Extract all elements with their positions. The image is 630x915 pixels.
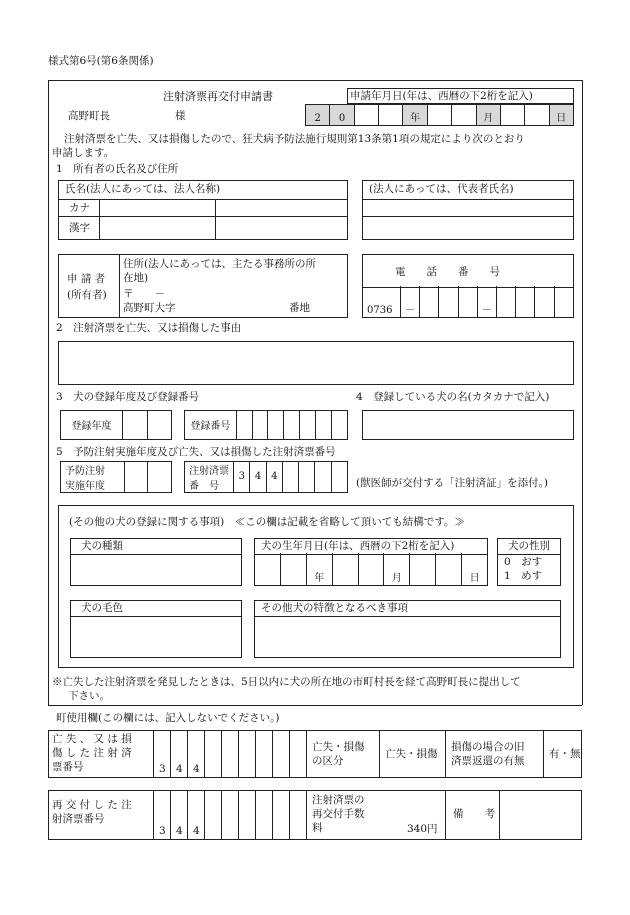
vaccination-year-field[interactable] [60, 461, 172, 493]
section3-heading: 3 犬の登録年度及び登録番号 [56, 391, 200, 403]
dog-sex-box[interactable] [497, 538, 561, 586]
reissue-tag-digit: 4 [176, 825, 183, 837]
town-label: 高野町大字 [123, 302, 176, 314]
date-prefix-cell: 0 [330, 105, 354, 125]
birth-month-cell[interactable] [359, 553, 385, 585]
old-tag-return-value: 有・無 [549, 748, 581, 760]
birth-year-cell[interactable] [255, 553, 281, 585]
phone-label: 電 話 番 号 [395, 266, 500, 278]
reissue-tag-digit: 4 [193, 825, 200, 837]
tag-number-label-2: 番 号 [189, 480, 219, 492]
old-tag-return-label-1: 損傷の場合の旧 [451, 741, 525, 753]
loss-category-label-1: 亡失・損傷 [312, 741, 365, 753]
phone-dash: － [401, 286, 420, 317]
phone-digit[interactable] [439, 286, 458, 317]
applicant-label: 申 請 者 [67, 273, 106, 285]
phone-digit[interactable] [535, 286, 554, 317]
loss-category-label-2: の区分 [312, 755, 344, 767]
birth-day-cell[interactable] [436, 553, 462, 585]
banchi-label: 番地 [289, 302, 310, 314]
old-tag-return-label-2: 済票返還の有無 [451, 755, 525, 767]
section1-heading: 1 所有者の氏名及び住所 [56, 163, 179, 175]
address-field[interactable] [120, 286, 347, 316]
dog-coat-label: 犬の毛色 [81, 602, 123, 614]
registration-number-cell[interactable] [268, 411, 284, 439]
dog-features-box [254, 600, 561, 658]
dog-coat-box [70, 600, 242, 658]
registration-number-cell[interactable] [332, 411, 347, 439]
date-day-cell[interactable] [501, 105, 525, 125]
registration-number-label: 登録番号 [185, 411, 237, 439]
phone-dash: － [478, 286, 497, 317]
intro-line1: 注射済票を亡失、又は損傷したので、狂犬病予防法施行規則第13条第1項の規定により次のとおり [64, 133, 525, 145]
address-box [58, 254, 348, 318]
lost-tag-label-3: 票番号 [52, 761, 84, 773]
vaccination-year-cell[interactable] [148, 462, 171, 492]
reissue-fee-label-1: 注射済票の [312, 794, 365, 806]
dog-name-field[interactable] [362, 410, 574, 440]
section2-heading: 2 注射済票を亡失、又は損傷した事由 [56, 322, 242, 334]
form-number: 様式第6号(第6条関係) [48, 55, 154, 67]
tag-digit-cell[interactable] [315, 462, 331, 492]
kanji-label: 漢字 [69, 222, 90, 234]
intro-line2: 申請します。 [52, 147, 115, 159]
section4-heading: 4 登録している犬の名(カタカナで記入) [356, 391, 550, 403]
representative-kana-field[interactable] [364, 200, 572, 215]
date-label-box [347, 88, 574, 104]
dog-birth-field[interactable] [254, 553, 488, 586]
office-use-heading: 町使用欄(この欄には、記入しないでください。) [56, 712, 280, 724]
lost-tag-digit: 4 [193, 763, 200, 775]
office-lost-row [48, 730, 582, 778]
tag-number-label [185, 462, 234, 492]
date-prefix-cell: 2 [306, 105, 330, 125]
reissue-fee-value: 340円 [407, 823, 438, 835]
lost-tag-label-1: 亡 失 、 又 は 損 [52, 733, 132, 745]
lost-tag-label-2: 傷 し た 注 射 済 [52, 747, 132, 759]
tag-digit: 3 [234, 462, 250, 492]
phone-digit[interactable] [516, 286, 535, 317]
birth-month-label: 月 [384, 553, 410, 585]
form-title: 注射済票再交付申請書 [163, 90, 273, 103]
dog-coat-field[interactable] [72, 617, 240, 657]
footnote-line1: ※亡失した注射済票を発見したときは、5日以内に犬の所在地の市町村長を経て高野町長に提出して [52, 676, 521, 688]
dog-breed-label: 犬の種類 [81, 540, 123, 552]
certificate-note: (獣医師が交付する「注射済証」を添付。) [356, 477, 548, 489]
phone-digit[interactable] [459, 286, 478, 317]
representative-label: (法人にあっては、代表者氏名) [369, 183, 514, 195]
date-month-cell[interactable] [428, 105, 452, 125]
registration-number-cell[interactable] [237, 411, 253, 439]
vaccination-year-label-2: 実施年度 [65, 480, 105, 492]
date-label: 申請年月日(年は、西暦の下2桁を記入) [350, 90, 533, 102]
other-dog-heading: (その他の犬の登録に関する事項) ≪この欄は記載を省略して頂いても結構です。≫ [69, 516, 465, 528]
date-year-cell[interactable] [379, 105, 403, 125]
reason-field[interactable] [58, 341, 574, 385]
kana-label: カナ [69, 202, 90, 214]
reissue-fee-label-3: 料 [312, 822, 323, 834]
reissue-fee-label-2: 再交付手数 [312, 808, 365, 820]
registration-number-cell[interactable] [284, 411, 300, 439]
tag-digit: 4 [267, 462, 283, 492]
dog-breed-field[interactable] [72, 555, 240, 585]
registration-number-field[interactable] [184, 410, 348, 440]
phone-digit[interactable] [420, 286, 439, 317]
date-year-label: 年 [403, 105, 427, 125]
addressee: 高野町長 [68, 110, 110, 122]
lost-tag-digit: 4 [176, 763, 183, 775]
remarks-label: 備 考 [453, 808, 495, 820]
reissue-tag-label-2: 射済票番号 [52, 813, 105, 825]
application-date-field[interactable] [305, 104, 574, 126]
registration-year-field[interactable] [60, 410, 172, 440]
date-day-label: 日 [550, 105, 573, 125]
section5-heading: 5 予防注射実施年度及び亡失、又は損傷した注射済票番号 [56, 446, 336, 458]
registration-number-cell[interactable] [316, 411, 332, 439]
phone-digit[interactable] [497, 286, 516, 317]
dog-features-label: その他犬の特徴となるべき事項 [261, 602, 408, 614]
owner-name-kanji-field[interactable] [100, 217, 346, 240]
tag-number-label-1: 注射済票 [189, 465, 229, 477]
vaccination-year-cell[interactable] [125, 462, 149, 492]
phone-number-field[interactable] [362, 286, 574, 318]
birth-day-label: 日 [469, 573, 480, 584]
address-label-2: 在地) [123, 272, 149, 284]
dog-birth-label: 犬の生年月日(年は、西暦の下2桁を記入) [261, 540, 455, 552]
registration-number-cell[interactable] [300, 411, 316, 439]
postal-code: 〒 － [123, 288, 165, 300]
tag-number-field[interactable] [184, 461, 348, 493]
registration-number-cell[interactable] [253, 411, 269, 439]
office-reissue-row [48, 790, 582, 840]
registration-year-cell[interactable] [123, 411, 147, 439]
registration-year-label: 登録年度 [61, 411, 123, 439]
date-day-cell[interactable] [525, 105, 549, 125]
owner-name-kana-field[interactable] [100, 200, 346, 215]
phone-digit[interactable] [555, 286, 573, 317]
phone-prefix: 0736 [363, 286, 401, 317]
dog-sex-label: 犬の性別 [508, 540, 550, 552]
representative-kanji-field[interactable] [364, 217, 572, 240]
registration-year-cell[interactable] [148, 411, 171, 439]
address-label-1: 住所(法人にあっては、主たる事務所の所 [123, 258, 316, 270]
lost-tag-digit: 3 [159, 763, 166, 775]
dog-breed-box [70, 538, 242, 586]
owner-name-label: 氏名(法人にあっては、法人名称) [65, 183, 221, 195]
birth-year-cell[interactable] [281, 553, 307, 585]
vaccination-year-label [61, 462, 125, 492]
dog-sex-female[interactable]: 1 めす [504, 570, 543, 582]
tag-digit: 4 [250, 462, 266, 492]
representative-box [362, 180, 574, 240]
owner-label: (所有者) [67, 289, 107, 301]
date-month-cell[interactable] [452, 105, 476, 125]
dog-sex-male[interactable]: 0 おす [504, 556, 543, 568]
loss-category-value: 亡失・損傷 [385, 748, 438, 760]
dog-features-field[interactable] [256, 617, 559, 657]
tag-digit-cell[interactable] [283, 462, 299, 492]
date-month-label: 月 [477, 105, 501, 125]
vaccination-year-label-1: 予防注射 [65, 465, 105, 477]
tag-digit-cell[interactable] [299, 462, 315, 492]
birth-day-cell[interactable] [410, 553, 436, 585]
honorific: 様 [175, 110, 186, 122]
date-year-cell[interactable] [355, 105, 379, 125]
reissue-tag-digit: 3 [159, 825, 166, 837]
birth-month-cell[interactable] [333, 553, 359, 585]
birth-year-label: 年 [307, 553, 333, 585]
reissue-tag-label-1: 再 交 付 し た 注 [52, 799, 132, 811]
tag-digit-cell[interactable] [332, 462, 347, 492]
footnote-line2: 下さい。 [68, 690, 110, 702]
owner-name-box [58, 180, 348, 240]
